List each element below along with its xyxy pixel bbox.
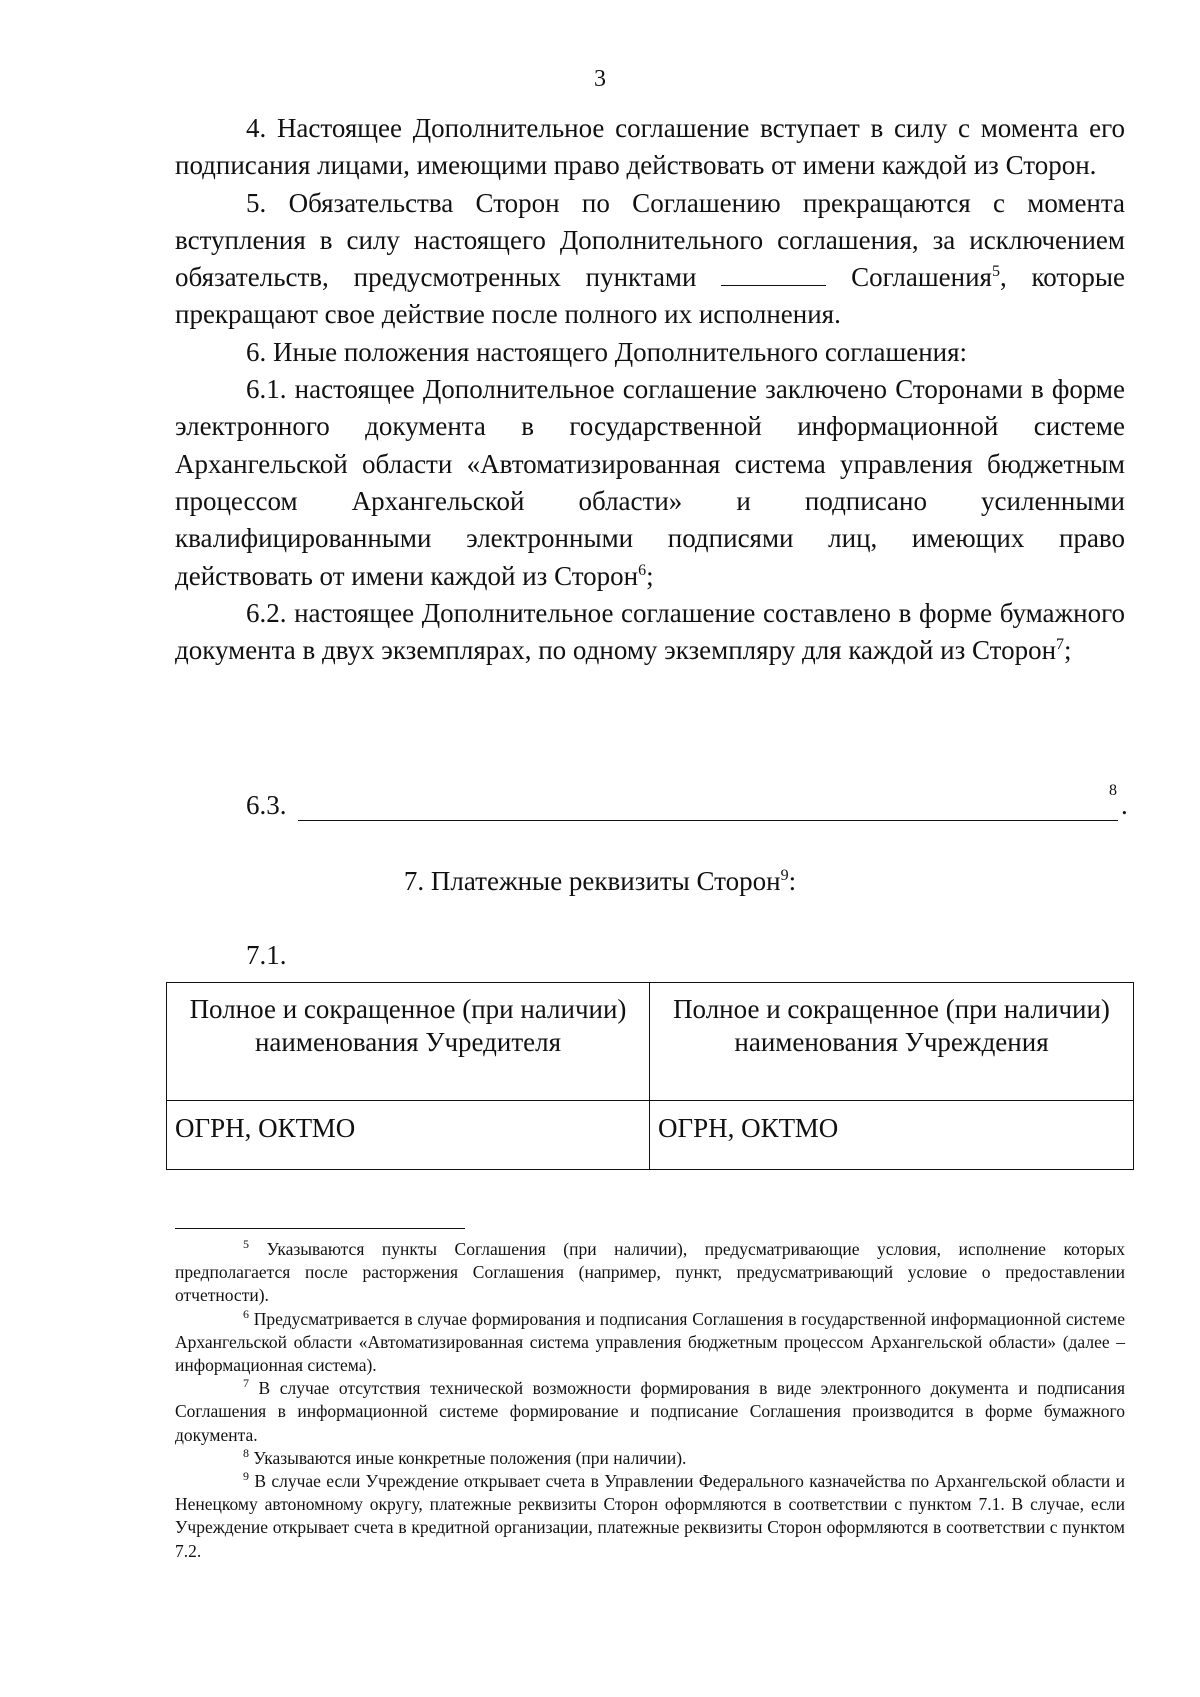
section-7-title: 7. Платежные реквизиты Сторон bbox=[403, 866, 781, 896]
footnote-ref-8: 8 bbox=[1109, 782, 1117, 799]
subsection-7-1: 7.1. bbox=[246, 940, 287, 970]
footnotes bbox=[175, 1238, 1125, 1563]
section-7-heading bbox=[0, 866, 1200, 897]
footnote-ref-9: 9 bbox=[780, 867, 789, 884]
table-row bbox=[167, 983, 1134, 1101]
footnote-number: 9 bbox=[243, 1469, 249, 1484]
footnote-number: 7 bbox=[243, 1376, 249, 1391]
paragraph-6-3-number: 6.3. bbox=[246, 790, 287, 820]
footnote-5 bbox=[175, 1238, 1125, 1308]
section-7-colon: : bbox=[788, 866, 797, 896]
paragraph-6-1-text: 6.1. настоящее Дополнительное соглашение заключено Сторонами в форме электронного документа в государственной информационной системе Архангельской области «Автоматизированная система управления бюджетным процессом Архангельской области» и подписано усиленными квалифицированными электронными подписями лиц, имеющих право действовать от имени каждой из Сторон bbox=[175, 374, 1125, 591]
footnote-number: 8 bbox=[243, 1446, 249, 1460]
requisites-table bbox=[166, 982, 1134, 1170]
paragraph-6-3 bbox=[246, 782, 1128, 830]
header-founder: Полное и сокращенное (при наличии) наименования Учредителя bbox=[167, 983, 650, 1101]
paragraph-6-2-text: 6.2. настоящее Дополнительное соглашение составлено в форме бумажного документа в двух экземплярах, по одному экземпляру для каждой из Сторон bbox=[175, 597, 1125, 666]
footnote-ref-7: 7 bbox=[1056, 636, 1065, 654]
footnote-9 bbox=[175, 1470, 1125, 1563]
footnote-text: В случае отсутствия технической возможности формирования в виде электронного документа и подписания Соглашения в информационной системе формирование и подписание Соглашения производится в форме бумажного документа. bbox=[175, 1378, 1126, 1445]
paragraph-5 bbox=[175, 185, 1125, 334]
table-row bbox=[167, 1101, 1134, 1170]
paragraph-4: 4. Настоящее Дополнительное соглашение вступает в силу с момента его подписания лицами, имеющими право действовать от имени каждой из Сторон. bbox=[175, 113, 1125, 181]
header-institution: Полное и сокращенное (при наличии) наименования Учреждения bbox=[650, 983, 1134, 1101]
footnote-7 bbox=[175, 1377, 1125, 1447]
paragraph-5-text: 5. Обязательства Сторон по Соглашению прекращаются с момента вступления в силу настоящего Дополнительного соглашения, за исключением обязательств, предусмотренных пунктами bbox=[175, 187, 1125, 293]
footnote-6 bbox=[175, 1308, 1125, 1378]
paragraph-6-1 bbox=[175, 371, 1125, 595]
document-body bbox=[175, 110, 1125, 669]
blank-line bbox=[298, 820, 1118, 821]
footnote-text: Указываются иные конкретные положения (при наличии). bbox=[253, 1447, 687, 1468]
paragraph-5-end: , которые прекращают свое действие после полного их исполнения. bbox=[175, 262, 1125, 330]
paragraph-6-1-end: ; bbox=[646, 560, 654, 591]
cell-institution-ogrn: ОГРН, ОКТМО bbox=[650, 1101, 1134, 1170]
footnote-text: Указываются пункты Соглашения (при наличии), предусматривающие условия, исполнение которых предполагается после расторжения Соглашения (например, пункт, предусматривающий условие о предоставлении отчетности). bbox=[175, 1239, 1126, 1306]
paragraph-6-2-end: ; bbox=[1064, 635, 1072, 666]
page-number: 3 bbox=[594, 66, 606, 92]
footnote-8 bbox=[175, 1447, 1125, 1470]
footnote-ref-6: 6 bbox=[638, 561, 647, 579]
footnote-ref-5: 5 bbox=[991, 263, 1000, 281]
footnote-number: 6 bbox=[243, 1306, 249, 1321]
paragraph-6: 6. Иные положения настоящего Дополнительного соглашения: bbox=[246, 336, 968, 367]
blank-line bbox=[721, 284, 826, 286]
footnote-number: 5 bbox=[243, 1237, 249, 1252]
paragraph-6-2 bbox=[175, 595, 1125, 670]
footnote-text: В случае если Учреждение открывает счета в Управлении Федерального казначейства по Архангельской области и Ненецкому автономному округу, платежные реквизиты Сторон оформляются в соответствии с пунктом 7.1. В случае, если Учреждение открывает счета в кредитной организации, платежные реквизиты Сторон оформляются в соответствии с пунктом 7.2. bbox=[175, 1471, 1125, 1561]
footnote-text: Предусматривается в случае формирования и подписания Соглашения в государственной информационной системе Архангельской области «Автоматизированная система управления бюджетным процессом Архангельской области» (далее – информационная система). bbox=[175, 1308, 1125, 1376]
paragraph-5-agreement: Соглашения bbox=[826, 262, 992, 293]
footnote-separator bbox=[175, 1228, 465, 1229]
paragraph-6-3-end: . bbox=[1121, 790, 1128, 820]
cell-founder-ogrn: ОГРН, ОКТМО bbox=[167, 1101, 650, 1170]
